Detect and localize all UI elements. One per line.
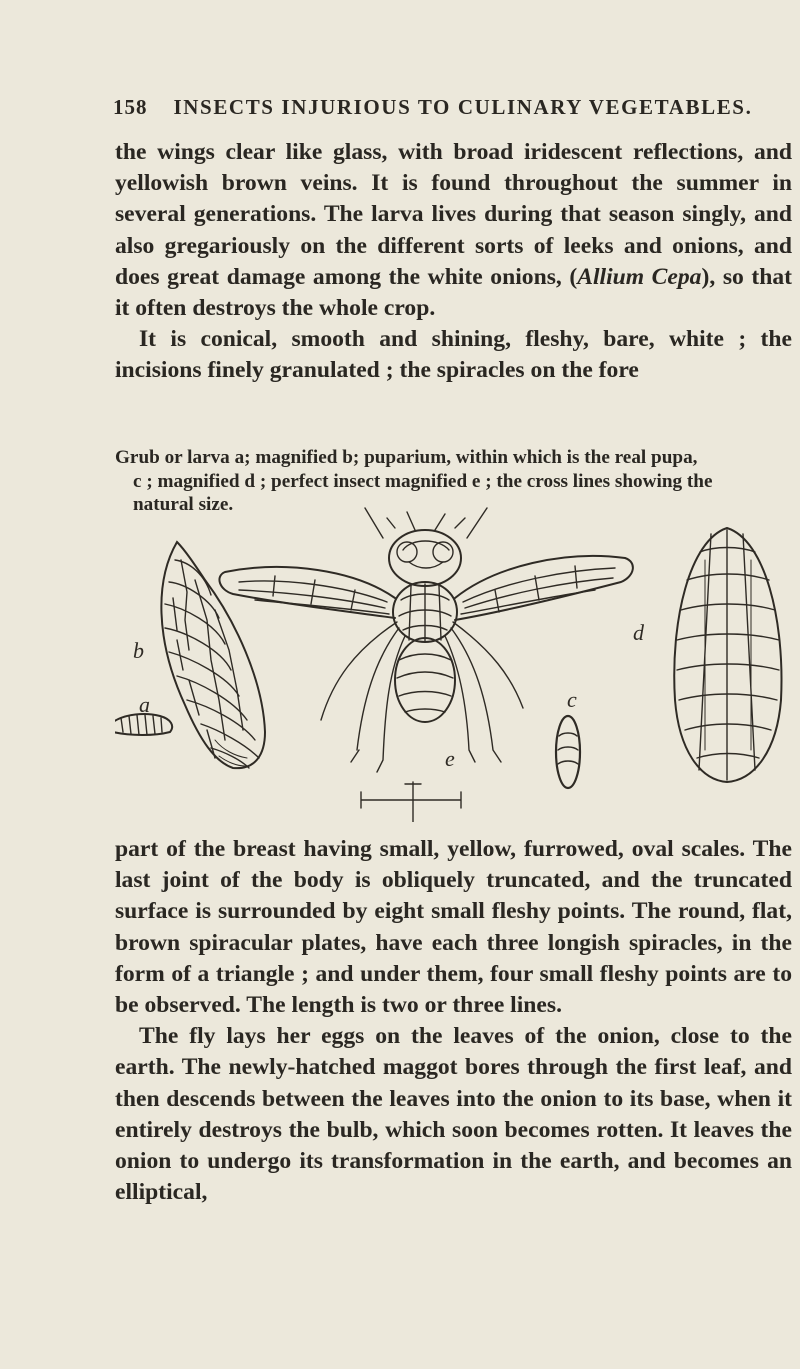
paragraph-wings-text-b: ), so that it often destroys the whole crop. — [115, 263, 793, 322]
page-number: 158 — [113, 95, 148, 119]
top-text-block — [115, 137, 792, 387]
figure-label-b: b — [133, 638, 144, 663]
paragraph-breast: part of the breast having small, yellow, furrowed, oval scales. The last joint of the body is obliquely truncated, and the truncated surface is surrounded by eight small fleshy points. The round, flat, brown spiracular plates, have each three longish spiracles, in the form of a triangle ; and under them, four small fleshy points are to be observed. The length is two or three lines. — [115, 836, 792, 1019]
paragraph-eggs: The fly lays her eggs on the leaves of the onion, close to the earth. The newly-hatched maggot bores through the first leaf, and then descends between the leaves into the onion to its base, when it entirely destroys the bulb, which soon becomes rotten. It leaves the onion to undergo its transformation in the earth, and becomes an elliptical, — [115, 1023, 792, 1206]
running-title: INSECTS INJURIOUS TO CULINARY VEGETABLES. — [173, 95, 753, 119]
caption-line-1: Grub or larva a; magnified b; puparium, within which is the real pupa, — [115, 447, 698, 468]
figure-label-d: d — [633, 620, 644, 645]
puparium-drawing — [556, 716, 580, 788]
paragraph-wings-text-a: the wings clear like glass, with broad iridescent reflections, and yellowish brown veins. It is found throughout the summer in several generations. The larva lives during that season singly, and also gregariously on the different sorts of leeks and onions, and does great damage among the white onions, ( — [115, 139, 792, 290]
figure-label-a: a — [139, 692, 150, 717]
caption-line-3: natural size. — [133, 494, 234, 515]
figure-label-c: c — [567, 687, 577, 712]
paragraph-wings — [115, 137, 792, 324]
larva-magnified-drawing — [161, 542, 265, 768]
species-name: Allium Cepa — [577, 263, 702, 290]
paragraph-larva: It is conical, smooth and shining, fleshy, bare, white ; the incisions finely granulated ; the spiracles on the fore — [115, 326, 792, 384]
caption-line-2: c ; magnified d ; perfect insect magnified e ; the cross lines showing the — [133, 470, 713, 492]
pupa-magnified-drawing — [674, 528, 781, 782]
figure-label-e: e — [445, 746, 455, 771]
insect-magnified-drawing — [219, 508, 632, 822]
bottom-text-block — [115, 834, 792, 1208]
larva-natural-drawing — [115, 714, 172, 735]
running-header — [113, 95, 752, 120]
onion-fly-illustration — [115, 500, 800, 822]
